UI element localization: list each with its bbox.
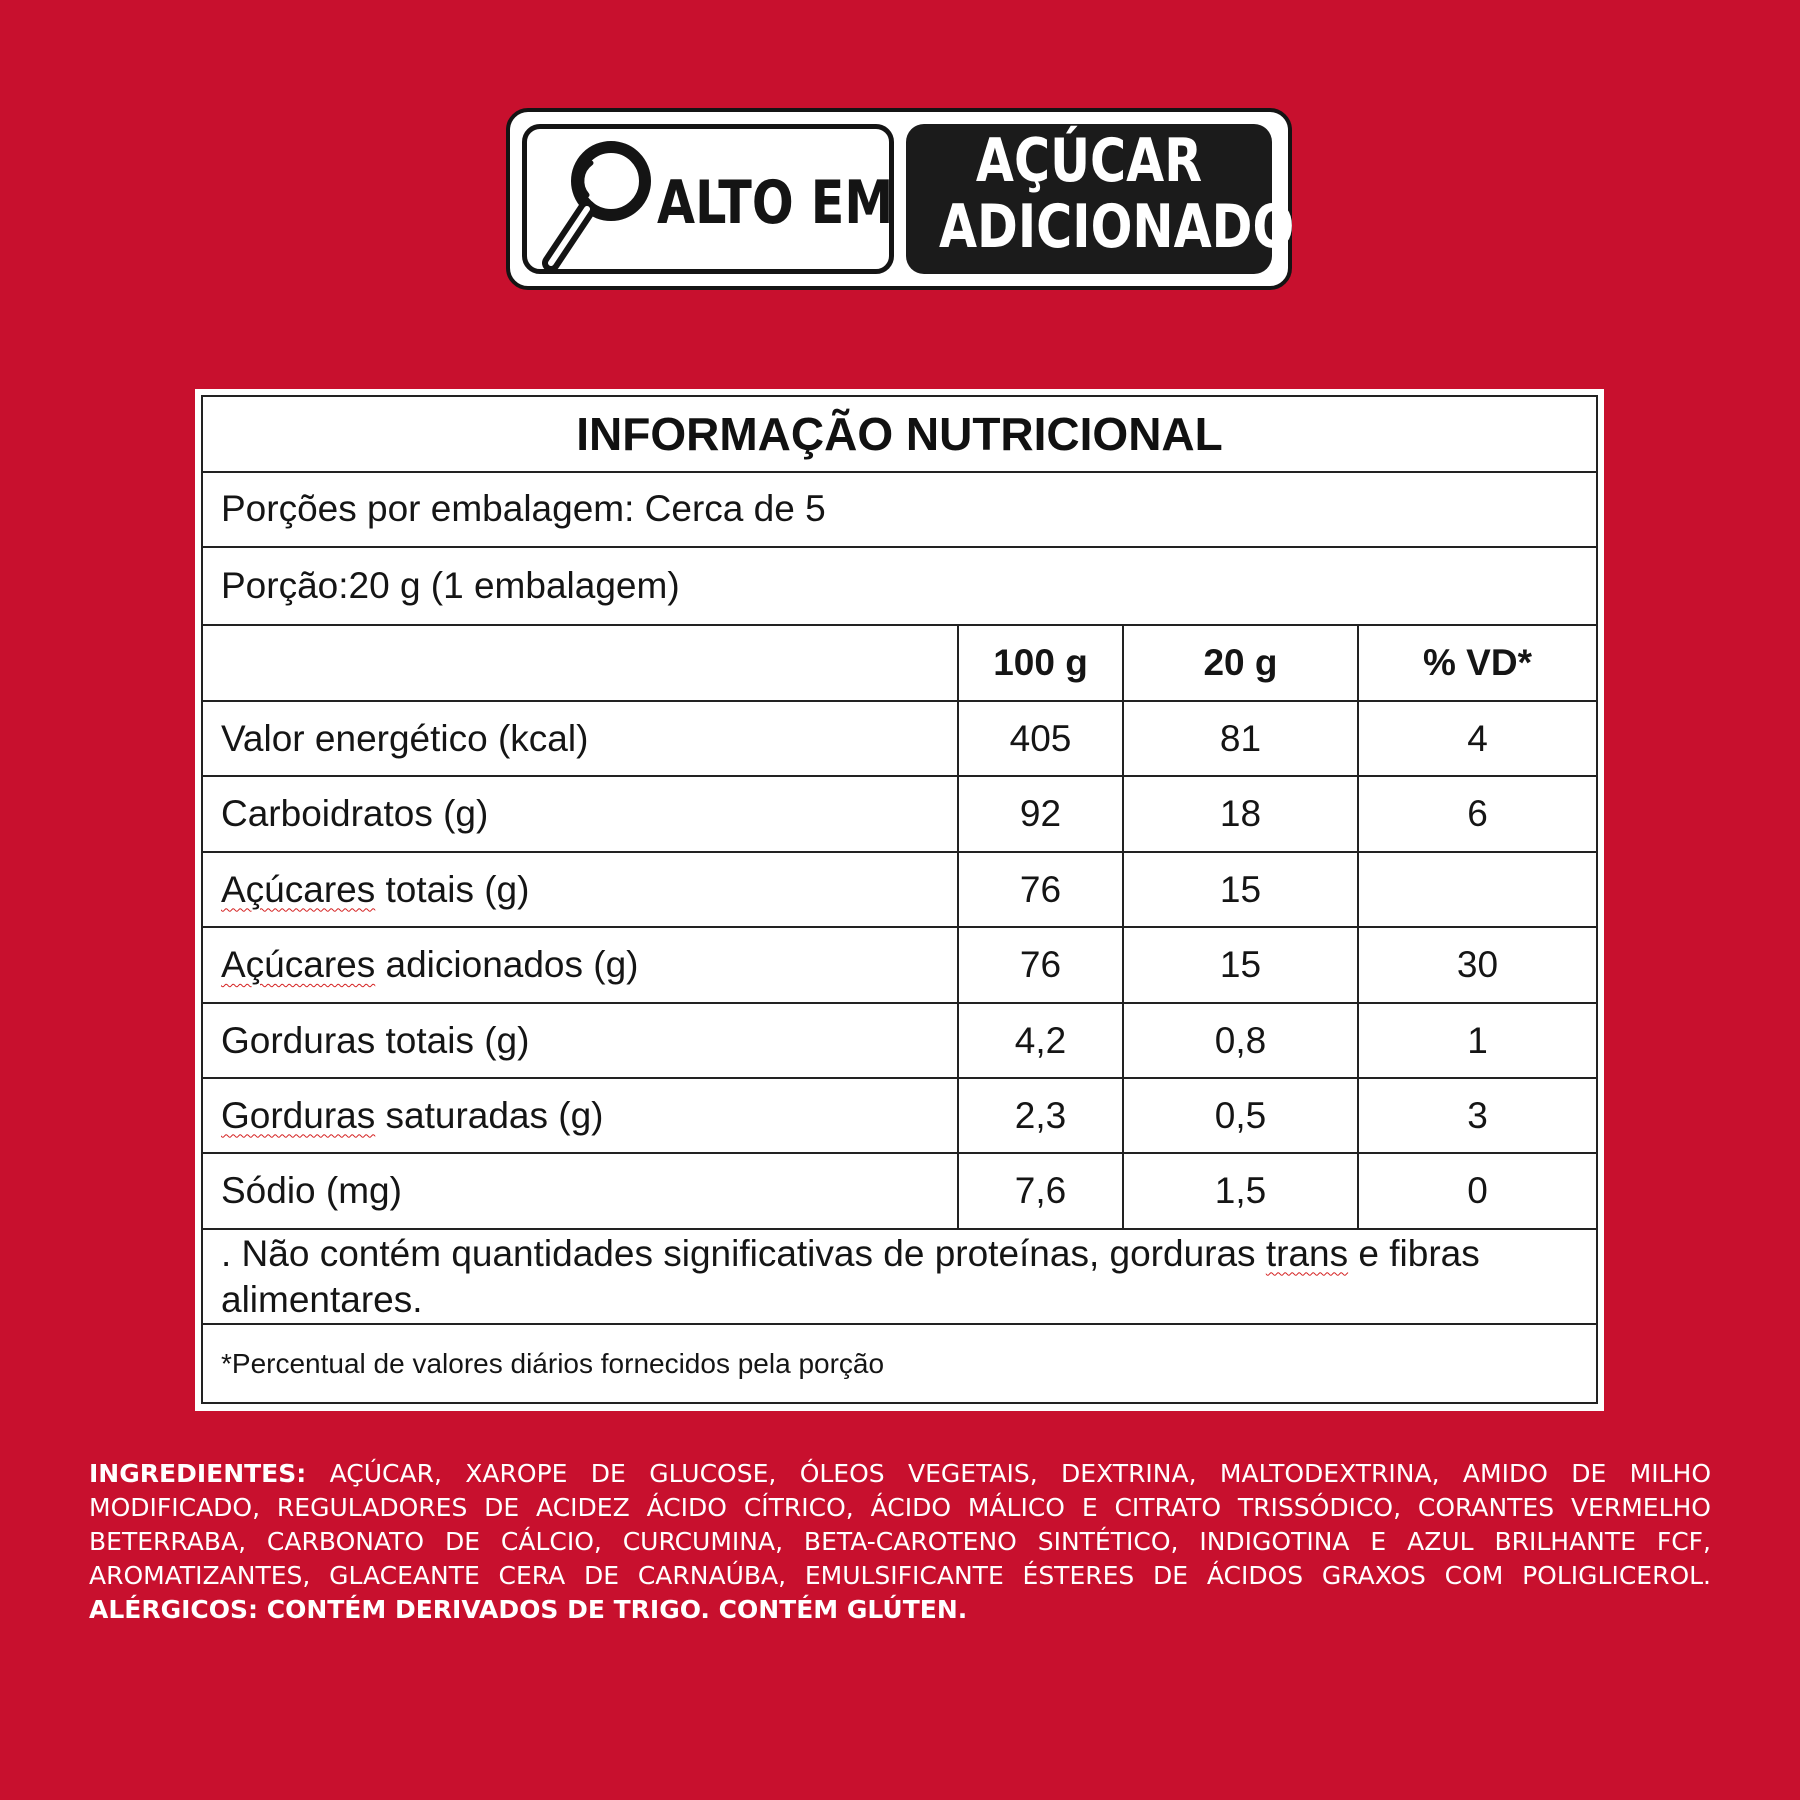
ingredients-label: INGREDIENTES: <box>89 1459 307 1488</box>
spell-flag-word: trans <box>1265 1232 1349 1274</box>
table-row <box>203 777 1596 853</box>
spell-flag-word: Açúcares <box>221 868 376 910</box>
row-100g: 76 <box>959 853 1124 926</box>
header-label <box>203 626 959 700</box>
header-20g: 20 g <box>1124 626 1359 700</box>
note-text-part: . Não contém quantidades significativas de proteínas, gorduras <box>221 1232 1266 1274</box>
row-vd: 0 <box>1467 1170 1488 1211</box>
table-header-row <box>203 626 1596 702</box>
row-vd: 1 <box>1467 1019 1488 1061</box>
row-100g: 7,6 <box>959 1154 1124 1228</box>
row-20g: 15 <box>1124 928 1359 1002</box>
row-vd: 3 <box>1467 1094 1488 1136</box>
row-100g: 405 <box>959 702 1124 775</box>
header-vd: % VD* <box>1423 642 1532 683</box>
note-text <box>221 1231 1578 1323</box>
table-title: INFORMAÇÃO NUTRICIONAL <box>203 397 1596 473</box>
footnote-row <box>203 1325 1596 1402</box>
row-label-rest: adicionados (g) <box>375 944 639 985</box>
seal-right-line1: AÇÚCAR <box>975 126 1203 196</box>
row-20g: 0,5 <box>1124 1079 1359 1152</box>
seal-right-line2: ADICIONADO <box>938 192 1295 262</box>
spell-flag-word: Gorduras <box>221 1094 376 1136</box>
row-100g: 76 <box>959 928 1124 1002</box>
row-20g: 18 <box>1124 777 1359 851</box>
header-100g: 100 g <box>959 626 1124 700</box>
row-label-rest: totais (g) <box>375 868 530 910</box>
table-row <box>203 1004 1596 1079</box>
nutrition-panel <box>195 389 1604 1411</box>
row-label <box>203 853 959 926</box>
footnote: *Percentual de valores diários fornecidos pela porção <box>221 1347 885 1379</box>
table-row <box>203 853 1596 928</box>
portions-row <box>203 471 1596 548</box>
row-vd: 4 <box>1467 717 1488 759</box>
ingredients-text <box>89 1457 1711 1627</box>
spell-flag-word: Açúcares <box>221 944 376 985</box>
row-20g: 81 <box>1124 702 1359 775</box>
row-label: Valor energético (kcal) <box>203 702 959 775</box>
row-label <box>203 928 959 1002</box>
table-row <box>203 1154 1596 1230</box>
row-vd: 6 <box>1467 793 1488 834</box>
row-100g: 2,3 <box>959 1079 1124 1152</box>
row-label: Gorduras totais (g) <box>203 1004 959 1077</box>
row-label <box>203 1079 959 1152</box>
note-row <box>203 1230 1596 1325</box>
note <box>221 1230 1578 1323</box>
portion-row <box>203 548 1596 626</box>
nutrition-table <box>201 395 1598 1404</box>
seal-left-text: ALTO EM <box>657 168 894 238</box>
row-100g: 4,2 <box>959 1004 1124 1077</box>
ingredients-list: AÇÚCAR, XAROPE DE GLUCOSE, ÓLEOS VEGETAIS, DEXTRINA, MALTODEXTRINA, AMIDO DE MILHO MODIFICADO, REGULADORES DE ACIDEZ ÁCIDO CÍTRICO, ÁCIDO MÁLICO E CITRATO TRISSÓDICO, CORANTES VERMELHO BETERRABA, CARBONATO DE CÁLCIO, CURCUMINA, BETA-CAROTENO SINTÉTICO, INDIGOTINA E AZUL BRILHANTE FCF, AROMATIZANTES, GLACEANTE CERA DE CARNAÚBA, EMULSIFICANTE ÉSTERES DE ÁCIDOS GRAXOS COM POLIGLICEROL. <box>89 1459 1711 1590</box>
allergens: ALÉRGICOS: CONTÉM DERIVADOS DE TRIGO. CONTÉM GLÚTEN. <box>89 1595 968 1624</box>
table-row <box>203 702 1596 777</box>
portion-text: Porção:20 g (1 embalagem) <box>221 565 680 606</box>
row-vd <box>1359 853 1596 926</box>
warning-seal <box>506 108 1295 290</box>
portions-text: Porções por embalagem: Cerca de 5 <box>221 487 826 529</box>
magnifier-icon <box>541 135 653 275</box>
row-100g: 92 <box>959 777 1124 851</box>
row-label-rest: saturadas (g) <box>375 1094 604 1136</box>
table-row <box>203 1079 1596 1154</box>
row-label: Sódio (mg) <box>203 1154 959 1228</box>
row-20g: 1,5 <box>1124 1154 1359 1228</box>
row-20g: 0,8 <box>1124 1004 1359 1077</box>
row-20g: 15 <box>1124 853 1359 926</box>
row-vd: 30 <box>1456 944 1499 985</box>
table-row <box>203 928 1596 1004</box>
seal-left-box <box>522 124 894 274</box>
note-text-part: e fibras alimentares. <box>221 1232 1480 1320</box>
row-label: Carboidratos (g) <box>203 777 959 851</box>
seal-right-box <box>906 124 1295 274</box>
